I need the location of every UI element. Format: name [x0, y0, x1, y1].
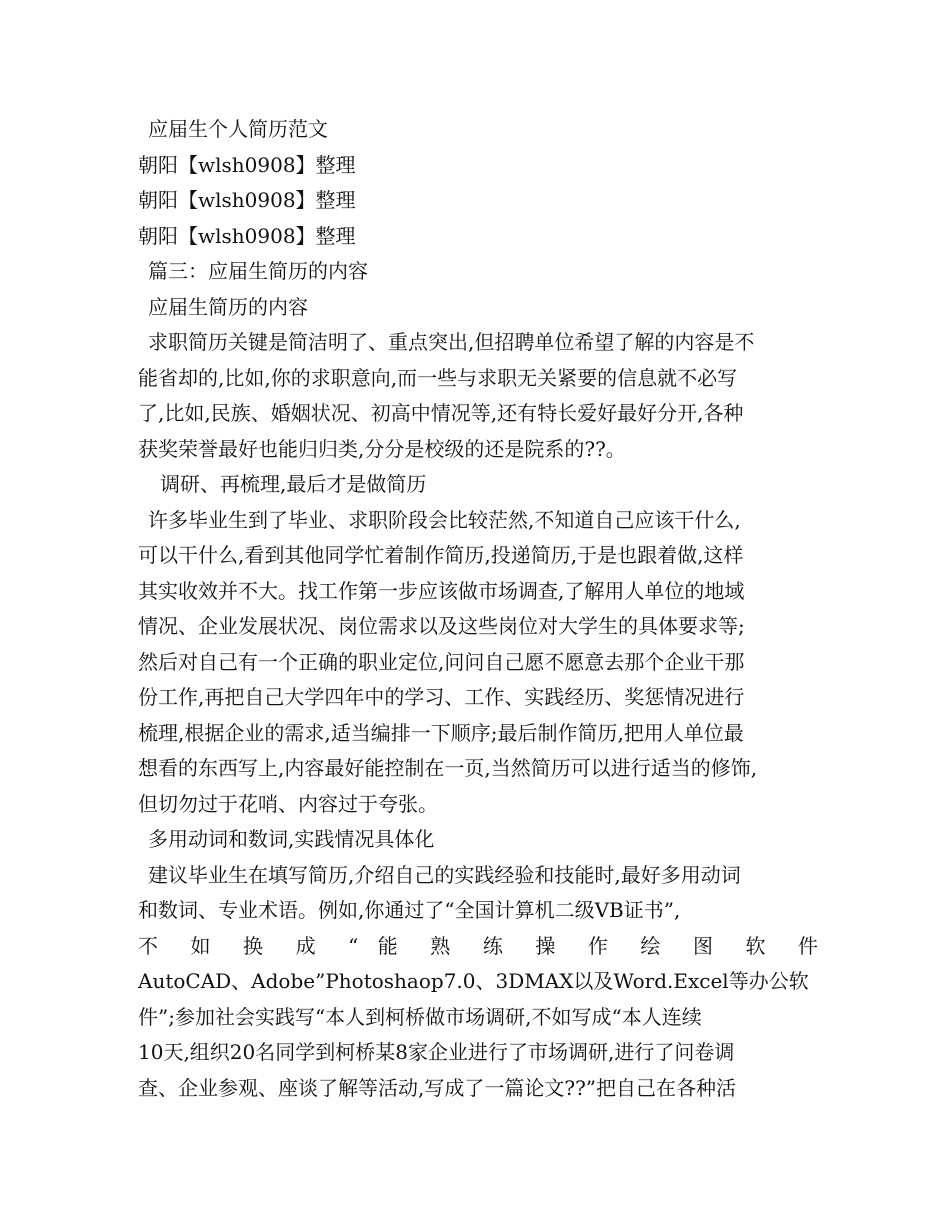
paragraph-line: 然后对自己有一个正确的职业定位,问问自己愿不愿意去那个企业干那	[138, 649, 745, 674]
paragraph-line: 能省却的,比如,你的求职意向,而一些与求职无关紧要的信息就不必写	[138, 365, 738, 390]
paragraph-line: 和数词、专业术语。例如,你通过了“全国计算机二级VB证书”,	[138, 898, 681, 922]
paragraph-line-justified: 不 如 换 成 “ 能 熟 练 操 作 绘 图 软 件	[138, 933, 818, 958]
paragraph-line: 许多毕业生到了毕业、求职阶段会比较茫然,不知道自己应该干什么,	[148, 507, 741, 532]
paragraph-line: 想看的东西写上,内容最好能控制在一页,当然简历可以进行适当的修饰,	[138, 756, 758, 780]
doc-attribution-line: 朝阳【wlsh0908】整理	[138, 188, 356, 212]
section-heading: 调研、再梳理,最后才是做简历	[160, 472, 427, 496]
paragraph-line: 求职简历关键是简洁明了、重点突出,但招聘单位希望了解的内容是不	[148, 330, 755, 354]
paragraph-line: AutoCAD、Adobe”Photoshaop7.0、3DMAX以及Word.Excel等办公软	[138, 969, 809, 993]
paragraph-line: 了,比如,民族、婚姻状况、初高中情况等,还有特长爱好最好分开,各种	[138, 401, 744, 425]
paragraph-line: 其实收效并不大。找工作第一步应该做市场调查,了解用人单位的地域	[138, 578, 745, 603]
doc-attribution-line: 朝阳【wlsh0908】整理	[138, 223, 356, 248]
paragraph-line: 获奖荣誉最好也能归归类,分分是校级的还是院系的??。	[138, 436, 626, 461]
paragraph-line: 查、企业参观、座谈了解等活动,写成了一篇论文??”把自己在各种活	[138, 1075, 737, 1100]
doc-title: 应届生个人简历范文	[148, 117, 328, 141]
section-subheading: 应届生简历的内容	[148, 294, 308, 319]
paragraph-line: 但切勿过于花哨、内容过于夸张。	[138, 791, 438, 816]
section-heading: 篇三：应届生简历的内容	[148, 259, 368, 283]
paragraph-line: 梳理,根据企业的需求,适当编排一下顺序;最后制作简历,把用人单位最	[138, 720, 744, 745]
paragraph-line: 建议毕业生在填写简历,介绍自己的实践经验和技能时,最好多用动词	[148, 862, 741, 887]
section-heading: 多用动词和数词,实践情况具体化	[148, 827, 435, 851]
paragraph-line: 可以干什么,看到其他同学忙着制作简历,投递简历,于是也跟着做,这样	[138, 543, 744, 567]
doc-attribution-line: 朝阳【wlsh0908】整理	[138, 152, 356, 177]
paragraph-line: 件”;参加社会实践写“本人到柯桥做市场调研,不如写成“本人连续	[138, 1004, 702, 1029]
paragraph-line: 份工作,再把自己大学四年中的学习、工作、实践经历、奖惩情况进行	[138, 685, 745, 709]
document-body	[138, 112, 818, 1106]
paragraph-line: 情况、企业发展状况、岗位需求以及这些岗位对大学生的具体要求等;	[138, 614, 745, 638]
paragraph-line: 10天,组织20名同学到柯桥某8家企业进行了市场调研,进行了问卷调	[138, 1040, 735, 1064]
